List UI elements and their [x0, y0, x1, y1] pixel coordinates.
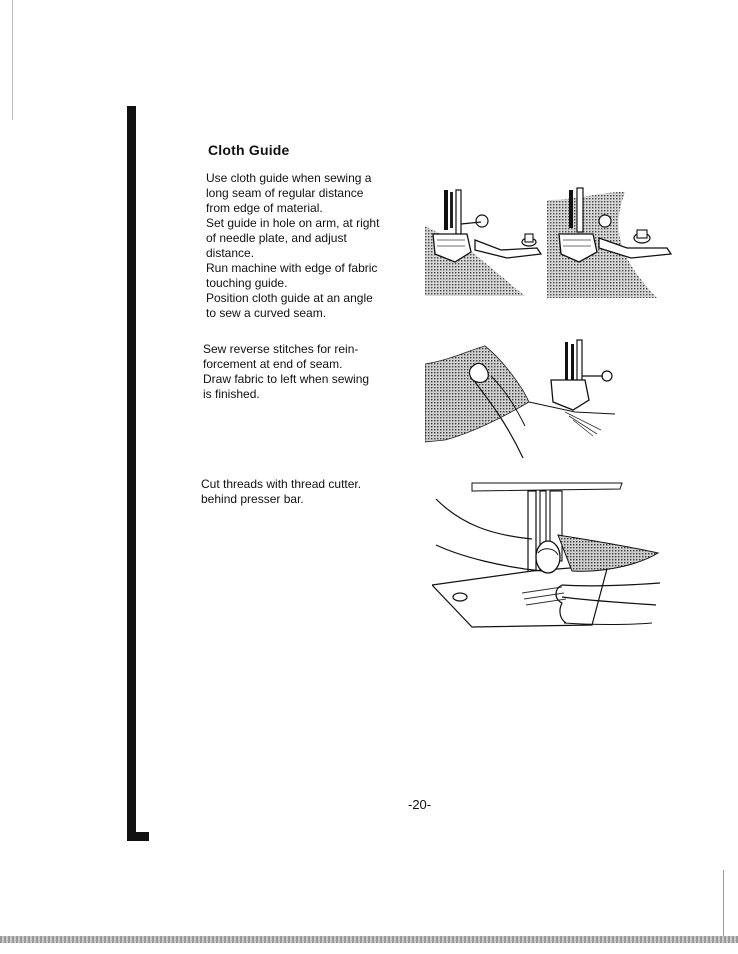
text-line: Set guide in hole on arm, at right — [206, 216, 380, 230]
text-line: touching guide. — [206, 276, 288, 290]
text-line: Draw fabric to left when sewing — [203, 372, 370, 386]
illustration-thread-cutter — [432, 475, 664, 635]
instruction-paragraph-3 — [201, 477, 391, 507]
binding-bar-foot — [127, 832, 149, 841]
text-line: from edge of material. — [206, 201, 323, 215]
scan-edge-line — [12, 0, 13, 120]
text-line: is finished. — [203, 387, 260, 401]
scan-edge-line — [723, 870, 724, 940]
text-line: Use cloth guide when sewing a — [206, 171, 372, 185]
text-line: behind presser bar. — [201, 492, 304, 506]
illustration-draw-fabric-left — [425, 330, 620, 460]
page-title: Cloth Guide — [208, 142, 290, 158]
text-line: distance. — [206, 246, 255, 260]
text-line: long seam of regular distance — [206, 186, 364, 200]
text-line: to sew a curved seam. — [206, 306, 327, 320]
page-binding-bar — [127, 106, 149, 841]
text-line: Run machine with edge of fabric — [206, 261, 378, 275]
text-line: Position cloth guide at an angle — [206, 291, 373, 305]
instruction-paragraph-1 — [206, 171, 396, 321]
scan-bottom-strip — [0, 936, 738, 943]
illustration-cloth-guide-straight — [425, 188, 550, 298]
illustration-cloth-guide-angled — [547, 186, 677, 301]
text-line: Cut threads with thread cutter. — [201, 477, 362, 491]
text-line: forcement at end of seam. — [203, 357, 343, 371]
instruction-paragraph-2 — [203, 342, 393, 402]
text-line: Sew reverse stitches for rein- — [203, 342, 359, 356]
page-number: -20- — [408, 797, 432, 812]
binding-bar-vertical — [127, 106, 136, 839]
text-line: of needle plate, and adjust — [206, 231, 347, 245]
